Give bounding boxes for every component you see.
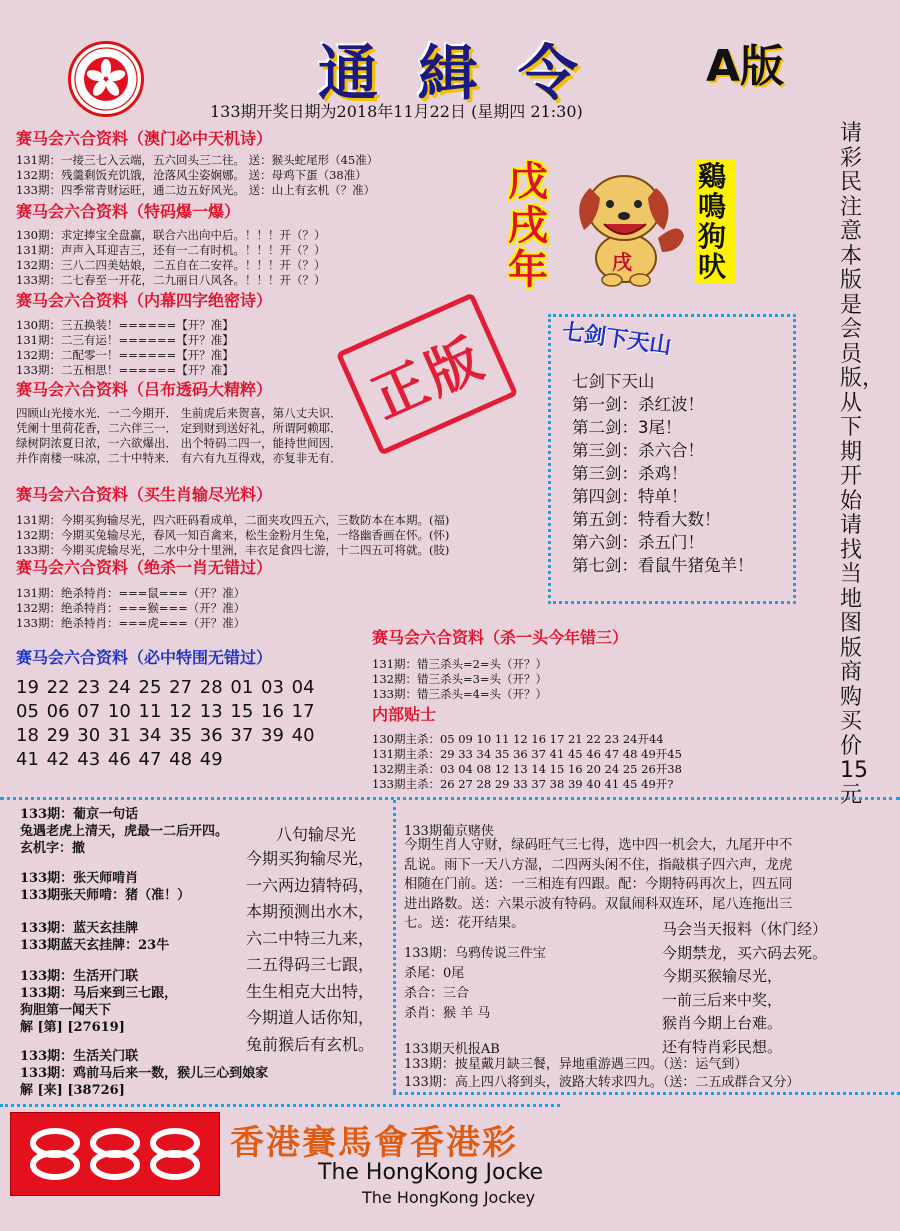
draw-date: 133期开奖日期为2018年11月22日 (星期四 21:30): [210, 102, 583, 121]
text-line: 132期：三八二四美姑娘，二五自在二安祥。！！！开（？）: [16, 258, 326, 272]
sky-report-title: 133期天机报AB: [404, 1042, 500, 1057]
bottom-top-divider: [0, 797, 900, 800]
text-line: 131期：一接三七入云端，五六回头三二往。 送：猴头蛇尾形（45准）: [16, 153, 379, 167]
text-line: 133期：蓝天玄挂牌: [20, 921, 139, 936]
section-5-lines: [16, 513, 449, 558]
text-line: 并作南楼一味凉，二十中特来． 有六有九互得戏，亦复非无有．: [16, 451, 342, 465]
text-line: 133期：二七春至一开花，二九丽日八风各。！！！开（？）: [16, 273, 326, 287]
text-line: 131期：今期买狗输尽光，四六旺码看成单，二面夹攻四五六，三数防本在本期。(福): [16, 513, 450, 527]
text-line: 解 [来] [38726]: [20, 1083, 125, 1098]
text-line: 131期：绝杀特肖：===鼠===（开？准）: [16, 586, 246, 600]
text-line: 132期：二配零一！======【开？准】: [16, 348, 234, 362]
number-grid: [16, 676, 315, 772]
text-line: 130期主杀：05 09 10 11 12 16 17 21 22 23 24开44: [372, 732, 664, 746]
text-line: 133期：马后来到三七跟，: [20, 986, 178, 1001]
text-line: 今期禁龙，买六码去死。: [662, 943, 828, 962]
stamp-text: 正版: [362, 325, 495, 431]
poem-line: 一六两边猜特码，: [246, 875, 375, 895]
tips-title: 内部贴士: [372, 705, 437, 724]
eight-lines-poem: [246, 846, 374, 1058]
genuine-stamp: [336, 292, 519, 455]
text-line: 绿树阴浓夏日浓，一六欲爆出． 出个特码二四一，能持世间因．: [16, 436, 342, 450]
text-line: 133期：张天师啃肖: [20, 871, 139, 886]
slogan: 鷄鳴狗吠: [696, 160, 736, 284]
footer-cn-title: 香港賽馬會香港彩: [230, 1123, 518, 1163]
page-title: [318, 26, 618, 110]
sword-line: 第一剑：杀红波！: [572, 395, 704, 414]
text-line: 133期张天师啃：猪（准！）: [20, 888, 191, 903]
emblem: [68, 41, 144, 117]
text-line: 133期：二五相思！======【开？准】: [16, 363, 234, 377]
jockey-club-logo: [10, 1112, 220, 1196]
sky-report-lines: [404, 1056, 799, 1092]
text-line: 猴肖今期上台难。: [662, 1014, 783, 1032]
text-line: 133期：错三杀头=4=头（开？）: [372, 687, 548, 701]
seven-swords-banner: 七剑下天山: [560, 319, 673, 360]
text-line: 133期：生活开门联: [20, 969, 139, 984]
text-line: 132期主杀：03 04 08 12 13 14 15 16 20 24 25 26开38: [372, 762, 682, 776]
text-line: 凭阑十里荷花香，二六伴三一． 定到财到送好礼，所谓阿赖耶．: [16, 421, 342, 435]
text-line: 133期：高上四八将到头，波路大转求四九。（送：二五成群合又分）: [404, 1075, 800, 1090]
block-close-couplet: [20, 1048, 268, 1099]
section-title-4: 赛马会六合资料（吕布透码大精粹）: [16, 380, 273, 399]
text-line: 进出路数。送：六果示波有特码。双鼠闹科双连环，尾八连拖出三: [404, 896, 793, 912]
section-4-lines: [16, 406, 342, 466]
block-grapes-phrase: [20, 806, 228, 857]
sword-line: 七剑下天山: [572, 372, 655, 391]
text-line: 杀尾：0尾: [404, 966, 465, 981]
title-char-2: 緝: [418, 39, 518, 109]
text-line: 七。送：花开结果。: [404, 916, 525, 931]
edition-badge: A版: [706, 41, 785, 92]
text-line: 乱说。雨下一天八方湿，二四两头闲不住，指敲棋子四六声，龙虎: [404, 857, 793, 873]
text-line: 131期：声声入耳迎吉三，还有一二有时机。！！！开（？）: [16, 243, 326, 257]
title-char-3: 令: [518, 39, 618, 109]
section-title-5: 赛马会六合资料（买生肖输尽光料）: [16, 485, 273, 504]
text-line: 132期：残羹剩饭充饥饿，沧落风尘姿娴娜。 送：母鸡下蛋（38准）: [16, 168, 367, 182]
block-zhang-tianshi: [20, 870, 190, 904]
section-title-1: 赛马会六合资料（澳门必中天机诗）: [16, 129, 273, 148]
sword-line: 第二剑：3尾！: [572, 418, 682, 437]
text-line: 133期：披星戴月缺三餐，异地重游遇三四。（送：运气到）: [404, 1057, 748, 1072]
section-8-lines: [372, 657, 547, 702]
footer-top-divider: [0, 1104, 560, 1107]
sword-line: 第四剑：特单！: [572, 487, 688, 506]
knot-logo-icon: [11, 1113, 219, 1195]
text-line: 133期蓝天玄挂牌：23牛: [20, 938, 170, 953]
text-line: 132期：绝杀特肖：===猴===（开？准）: [16, 601, 246, 615]
text-line: 还有特肖彩民想。: [662, 1037, 783, 1056]
text-line: 130期：求定捧宝全盘赢，联合六出向中后。！！！开（？）: [16, 228, 326, 242]
text-line: 133期：四季常青财运旺，通二边五好风光。 送：山上有玄机（？准）: [16, 183, 376, 197]
poem-line: 今期道人话你知，: [246, 1008, 375, 1027]
text-line: 杀合：三合: [404, 986, 470, 1001]
text-line: 133期：乌鸦传说三件宝: [404, 946, 546, 961]
poem-line: 二五得码三七跟，: [246, 955, 375, 974]
text-line: 132期：错三杀头=3=头（开？）: [372, 672, 548, 686]
horse-report: [662, 918, 827, 1059]
section-1-lines: [16, 153, 378, 198]
block-blue-sky: [20, 920, 169, 954]
dog-illustration: [562, 160, 692, 290]
number-row: 41 42 43 46 47 48 49: [16, 749, 223, 770]
bottom-right-frame: [393, 1092, 900, 1095]
number-row: 18 29 30 31 34 35 36 37 39 40: [16, 725, 315, 746]
text-line: 130期：三五换装！======【开？准】: [16, 318, 234, 332]
side-note: 请彩民注意本版是会员版，从下期开始请找当地图版商购买价15元: [840, 121, 885, 808]
text-line: 133期：绝杀特肖：===虎===（开？准）: [16, 616, 246, 630]
text-line: 131期主杀：29 33 34 35 36 37 41 45 46 47 48 49开45: [372, 747, 682, 761]
sword-line: 第七剑：看鼠牛猪兔羊！: [572, 556, 754, 575]
number-row: 05 06 07 10 11 12 13 15 16 17: [16, 701, 315, 722]
sword-line: 第三剑：杀六合！: [572, 441, 704, 460]
section-title-6: 赛马会六合资料（绝杀一肖无错过）: [16, 558, 273, 577]
block-open-couplet: [20, 968, 177, 1036]
poem-line: 六二中特三九来，: [246, 928, 375, 948]
text-line: 狗胆第一闻天下: [20, 1003, 112, 1018]
bauhinia-icon: [71, 44, 141, 114]
dog-chest-label: 戌: [612, 250, 632, 274]
poem-line: 生生相克大出特，: [246, 981, 375, 1001]
section-2-lines: [16, 228, 325, 288]
footer-en-line-2: The HongKong Jockey: [362, 1188, 536, 1207]
crow-treasures: [404, 944, 546, 1024]
text-line: 玄机字：撤: [20, 841, 86, 856]
text-line: 马会当天报料（休门经）: [662, 920, 828, 938]
text-line: 杀肖：猴 羊 马: [404, 1006, 491, 1021]
seven-swords-lines: [572, 370, 754, 577]
text-line: 今期生肖人守财，绿码旺气三七得，选中四一机会大，九尾开中不: [404, 838, 793, 853]
section-6-lines: [16, 586, 245, 631]
sword-line: 第三剑：杀鸡！: [572, 464, 688, 483]
number-row: 19 22 23 24 25 27 28 01 03 04: [16, 677, 315, 698]
text-line: 131期：错三杀头=2=头（开？）: [372, 657, 548, 671]
text-line: 133期：鸡前马后来一数，猴儿三心到娘家: [20, 1066, 269, 1081]
section-title-7: 赛马会六合资料（必中特围无错过）: [16, 648, 273, 667]
section-title-3: 赛马会六合资料（内幕四字绝密诗）: [16, 291, 273, 310]
section-title-2: 赛马会六合资料（特码爆一爆）: [16, 202, 241, 221]
bottom-left-border: [393, 800, 396, 1092]
year-badge: 戊戌年: [508, 159, 548, 293]
casino-knight-title: 133期葡京赌侠: [404, 824, 494, 839]
tips-lines: [372, 732, 682, 792]
title-char-1: 通: [318, 39, 418, 109]
text-line: 一前三后来中奖，: [662, 990, 783, 1009]
footer-en-line-1: The HongKong Jocke: [318, 1160, 544, 1185]
text-line: 131期：二三有运！======【开？准】: [16, 333, 234, 347]
sword-line: 第六剑：杀五门！: [572, 533, 704, 552]
text-line: 四顾山光接水光．一二今期开． 生前虎后来贺喜，第八丈夫识．: [16, 406, 342, 420]
text-line: 今期买猴输尽光，: [662, 967, 783, 985]
text-line: 133期：今期买虎输尽光，二水中分十里洲，丰衣足食四七游，十二四五可将就。(肢): [16, 543, 450, 557]
poem-line: 今期买狗输尽光，: [246, 849, 375, 868]
text-line: 相随在门前。送：一三相连有四跟。配：今期特码再次上，四五同: [404, 877, 793, 892]
poem-line: 本期预测出水木，: [246, 902, 375, 921]
text-line: 133期：生活关门联: [20, 1049, 139, 1064]
text-line: 兔遇老虎上清天，虎最一二后开四。: [20, 824, 229, 839]
sword-line: 第五剑：特看大数！: [572, 510, 721, 529]
text-line: 解 [第] [27619]: [20, 1020, 125, 1035]
eight-lines-title: 八句输尽光: [276, 825, 357, 844]
section-title-8: 赛马会六合资料（杀一头今年错三）: [372, 628, 629, 647]
section-3-lines: [16, 318, 234, 378]
text-line: 132期：今期买兔输尽光，春风一知百禽来，松生金粉月生兔，一络幽香画在怀。(怀): [16, 528, 450, 542]
poem-line: 兔前猴后有玄机。: [246, 1034, 375, 1054]
text-line: 133期：葡京一句话: [20, 807, 139, 822]
text-line: 133期主杀：26 27 28 29 33 37 38 39 40 41 45 49开?: [372, 777, 674, 791]
